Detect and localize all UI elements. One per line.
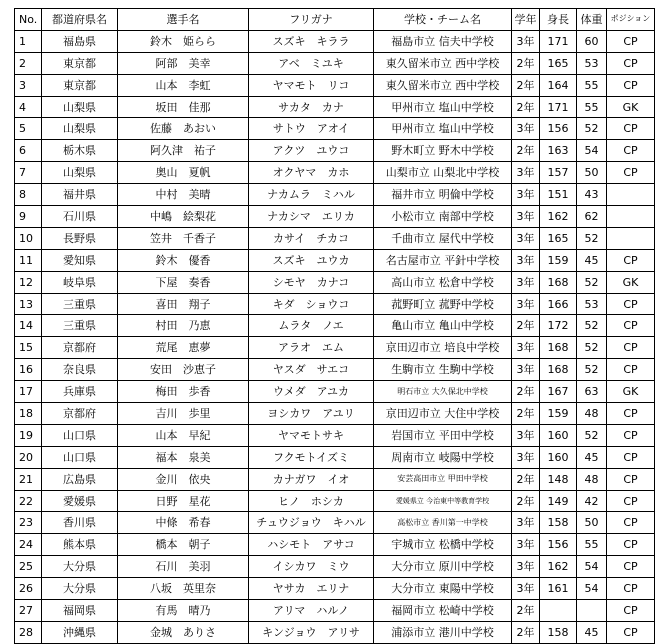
prefecture-cell: 栃木県 bbox=[42, 140, 118, 162]
school-cell: 甲州市立 塩山中学校 bbox=[374, 118, 512, 140]
table-row bbox=[15, 556, 655, 578]
position-cell: CP bbox=[607, 468, 655, 490]
prefecture-cell: 山梨県 bbox=[42, 162, 118, 184]
school-cell: 大分市立 東陽中学校 bbox=[374, 578, 512, 600]
weight-cell: 45 bbox=[577, 621, 607, 643]
table-row bbox=[15, 600, 655, 622]
no-cell: 27 bbox=[15, 600, 42, 622]
weight-cell: 53 bbox=[577, 52, 607, 74]
grade-cell: 3年 bbox=[512, 424, 540, 446]
height-cell: 156 bbox=[540, 118, 577, 140]
school-cell: 高松市立 香川第一中学校 bbox=[374, 512, 512, 534]
height-cell: 157 bbox=[540, 162, 577, 184]
furigana-cell: キンジョウ アリサ bbox=[249, 621, 374, 643]
player-name-cell: 山本 早紀 bbox=[118, 424, 249, 446]
position-cell: CP bbox=[607, 490, 655, 512]
position-cell: CP bbox=[607, 403, 655, 425]
position-cell: CP bbox=[607, 446, 655, 468]
table-row bbox=[15, 227, 655, 249]
height-cell: 168 bbox=[540, 359, 577, 381]
furigana-cell: ヤサカ エリナ bbox=[249, 578, 374, 600]
no-cell: 25 bbox=[15, 556, 42, 578]
furigana-cell: ハシモト アサコ bbox=[249, 534, 374, 556]
table-row bbox=[15, 621, 655, 643]
school-cell: 東久留米市立 西中学校 bbox=[374, 74, 512, 96]
no-cell: 10 bbox=[15, 227, 42, 249]
weight-cell: 43 bbox=[577, 184, 607, 206]
height-cell: 165 bbox=[540, 52, 577, 74]
school-cell: 甲州市立 塩山中学校 bbox=[374, 96, 512, 118]
height-cell: 160 bbox=[540, 424, 577, 446]
position-cell: CP bbox=[607, 337, 655, 359]
position-cell bbox=[607, 227, 655, 249]
weight-cell: 52 bbox=[577, 118, 607, 140]
school-cell: 亀山市立 亀山中学校 bbox=[374, 315, 512, 337]
position-cell: CP bbox=[607, 52, 655, 74]
furigana-cell: アラオ エム bbox=[249, 337, 374, 359]
player-name-cell: 福本 泉美 bbox=[118, 446, 249, 468]
weight-cell: 48 bbox=[577, 403, 607, 425]
weight-cell: 48 bbox=[577, 468, 607, 490]
no-cell: 24 bbox=[15, 534, 42, 556]
grade-cell: 3年 bbox=[512, 512, 540, 534]
weight-cell: 50 bbox=[577, 162, 607, 184]
no-cell: 8 bbox=[15, 184, 42, 206]
school-cell: 岩国市立 平田中学校 bbox=[374, 424, 512, 446]
height-cell: 158 bbox=[540, 621, 577, 643]
school-cell: 東久留米市立 西中学校 bbox=[374, 52, 512, 74]
school-cell: 京田辺市立 培良中学校 bbox=[374, 337, 512, 359]
position-cell bbox=[607, 206, 655, 228]
player-name-cell: 吉川 歩里 bbox=[118, 403, 249, 425]
player-name-cell: 笠井 千香子 bbox=[118, 227, 249, 249]
prefecture-cell: 石川県 bbox=[42, 206, 118, 228]
header-weight: 体重 bbox=[577, 9, 607, 31]
player-name-cell: 橋本 朝子 bbox=[118, 534, 249, 556]
table-row bbox=[15, 403, 655, 425]
header-furigana: フリガナ bbox=[249, 9, 374, 31]
furigana-cell: ヤマモト リコ bbox=[249, 74, 374, 96]
height-cell: 168 bbox=[540, 337, 577, 359]
weight-cell bbox=[577, 600, 607, 622]
position-cell: CP bbox=[607, 424, 655, 446]
height-cell: 161 bbox=[540, 578, 577, 600]
weight-cell: 54 bbox=[577, 578, 607, 600]
weight-cell: 52 bbox=[577, 359, 607, 381]
prefecture-cell: 大分県 bbox=[42, 578, 118, 600]
school-cell: 明石市立 大久保北中学校 bbox=[374, 381, 512, 403]
table-row bbox=[15, 96, 655, 118]
school-cell: 愛媛県立 今治東中等教育学校 bbox=[374, 490, 512, 512]
weight-cell: 52 bbox=[577, 315, 607, 337]
table-row bbox=[15, 424, 655, 446]
prefecture-cell: 東京都 bbox=[42, 74, 118, 96]
position-cell: CP bbox=[607, 293, 655, 315]
table-row bbox=[15, 490, 655, 512]
height-cell: 166 bbox=[540, 293, 577, 315]
height-cell: 156 bbox=[540, 534, 577, 556]
school-cell: 小松市立 南部中学校 bbox=[374, 206, 512, 228]
prefecture-cell: 長野県 bbox=[42, 227, 118, 249]
weight-cell: 53 bbox=[577, 293, 607, 315]
grade-cell: 3年 bbox=[512, 227, 540, 249]
furigana-cell: サカタ カナ bbox=[249, 96, 374, 118]
grade-cell: 3年 bbox=[512, 118, 540, 140]
school-cell: 生駒市立 生駒中学校 bbox=[374, 359, 512, 381]
player-name-cell: 荒尾 恵夢 bbox=[118, 337, 249, 359]
prefecture-cell: 香川県 bbox=[42, 512, 118, 534]
weight-cell: 62 bbox=[577, 206, 607, 228]
school-cell: 周南市立 岐陽中学校 bbox=[374, 446, 512, 468]
furigana-cell: サトウ アオイ bbox=[249, 118, 374, 140]
grade-cell: 3年 bbox=[512, 446, 540, 468]
prefecture-cell: 福井県 bbox=[42, 184, 118, 206]
no-cell: 7 bbox=[15, 162, 42, 184]
weight-cell: 52 bbox=[577, 337, 607, 359]
school-cell: 千曲市立 屋代中学校 bbox=[374, 227, 512, 249]
header-position: ポジション bbox=[607, 9, 655, 31]
position-cell: CP bbox=[607, 249, 655, 271]
height-cell: 168 bbox=[540, 271, 577, 293]
no-cell: 20 bbox=[15, 446, 42, 468]
weight-cell: 55 bbox=[577, 534, 607, 556]
position-cell: CP bbox=[607, 315, 655, 337]
prefecture-cell: 広島県 bbox=[42, 468, 118, 490]
height-cell: 151 bbox=[540, 184, 577, 206]
player-name-cell: 八坂 英里奈 bbox=[118, 578, 249, 600]
no-cell: 16 bbox=[15, 359, 42, 381]
furigana-cell: ナカシマ エリカ bbox=[249, 206, 374, 228]
table-row bbox=[15, 578, 655, 600]
no-cell: 3 bbox=[15, 74, 42, 96]
prefecture-cell: 熊本県 bbox=[42, 534, 118, 556]
grade-cell: 3年 bbox=[512, 337, 540, 359]
player-name-cell: 阿部 美幸 bbox=[118, 52, 249, 74]
grade-cell: 2年 bbox=[512, 403, 540, 425]
weight-cell: 42 bbox=[577, 490, 607, 512]
height-cell bbox=[540, 600, 577, 622]
grade-cell: 2年 bbox=[512, 140, 540, 162]
grade-cell: 3年 bbox=[512, 206, 540, 228]
player-name-cell: 金川 依央 bbox=[118, 468, 249, 490]
no-cell: 23 bbox=[15, 512, 42, 534]
furigana-cell: カナガワ イオ bbox=[249, 468, 374, 490]
prefecture-cell: 兵庫県 bbox=[42, 381, 118, 403]
table-row bbox=[15, 534, 655, 556]
height-cell: 160 bbox=[540, 446, 577, 468]
table-row bbox=[15, 118, 655, 140]
furigana-cell: ヤマモトサキ bbox=[249, 424, 374, 446]
furigana-cell: チュウジョウ キハル bbox=[249, 512, 374, 534]
player-name-cell: 安田 沙恵子 bbox=[118, 359, 249, 381]
no-cell: 12 bbox=[15, 271, 42, 293]
player-name-cell: 有馬 晴乃 bbox=[118, 600, 249, 622]
prefecture-cell: 三重県 bbox=[42, 315, 118, 337]
table-row bbox=[15, 446, 655, 468]
player-name-cell: 梅田 歩香 bbox=[118, 381, 249, 403]
height-cell: 162 bbox=[540, 206, 577, 228]
no-cell: 5 bbox=[15, 118, 42, 140]
player-name-cell: 石川 美羽 bbox=[118, 556, 249, 578]
height-cell: 149 bbox=[540, 490, 577, 512]
furigana-cell: イシカワ ミウ bbox=[249, 556, 374, 578]
grade-cell: 2年 bbox=[512, 315, 540, 337]
grade-cell: 2年 bbox=[512, 74, 540, 96]
furigana-cell: ヤスダ サエコ bbox=[249, 359, 374, 381]
school-cell: 福岡市立 松崎中学校 bbox=[374, 600, 512, 622]
player-name-cell: 山本 李虹 bbox=[118, 74, 249, 96]
position-cell: GK bbox=[607, 271, 655, 293]
prefecture-cell: 福岡県 bbox=[42, 600, 118, 622]
header-prefecture: 都道府県名 bbox=[42, 9, 118, 31]
grade-cell: 3年 bbox=[512, 578, 540, 600]
school-cell: 福島市立 信夫中学校 bbox=[374, 30, 512, 52]
player-name-cell: 佐藤 あおい bbox=[118, 118, 249, 140]
weight-cell: 52 bbox=[577, 271, 607, 293]
prefecture-cell: 愛知県 bbox=[42, 249, 118, 271]
prefecture-cell: 山口県 bbox=[42, 446, 118, 468]
furigana-cell: ナカムラ ミハル bbox=[249, 184, 374, 206]
weight-cell: 54 bbox=[577, 140, 607, 162]
grade-cell: 2年 bbox=[512, 600, 540, 622]
grade-cell: 2年 bbox=[512, 381, 540, 403]
no-cell: 4 bbox=[15, 96, 42, 118]
prefecture-cell: 京都府 bbox=[42, 403, 118, 425]
furigana-cell: ムラタ ノエ bbox=[249, 315, 374, 337]
grade-cell: 3年 bbox=[512, 359, 540, 381]
school-cell: 宇城市立 松橋中学校 bbox=[374, 534, 512, 556]
position-cell: CP bbox=[607, 118, 655, 140]
table-row bbox=[15, 74, 655, 96]
no-cell: 1 bbox=[15, 30, 42, 52]
table-row bbox=[15, 315, 655, 337]
prefecture-cell: 奈良県 bbox=[42, 359, 118, 381]
header-height: 身長 bbox=[540, 9, 577, 31]
prefecture-cell: 大分県 bbox=[42, 556, 118, 578]
furigana-cell: アベ ミユキ bbox=[249, 52, 374, 74]
height-cell: 162 bbox=[540, 556, 577, 578]
roster-table bbox=[14, 8, 655, 644]
height-cell: 172 bbox=[540, 315, 577, 337]
player-name-cell: 奥山 夏帆 bbox=[118, 162, 249, 184]
height-cell: 159 bbox=[540, 249, 577, 271]
furigana-cell: シモヤ カナコ bbox=[249, 271, 374, 293]
school-cell: 安芸高田市立 甲田中学校 bbox=[374, 468, 512, 490]
grade-cell: 3年 bbox=[512, 534, 540, 556]
grade-cell: 3年 bbox=[512, 30, 540, 52]
table-row bbox=[15, 359, 655, 381]
prefecture-cell: 京都府 bbox=[42, 337, 118, 359]
position-cell: GK bbox=[607, 96, 655, 118]
weight-cell: 52 bbox=[577, 227, 607, 249]
table-row bbox=[15, 271, 655, 293]
prefecture-cell: 沖縄県 bbox=[42, 621, 118, 643]
player-name-cell: 中嶋 絵梨花 bbox=[118, 206, 249, 228]
player-name-cell: 村田 乃恵 bbox=[118, 315, 249, 337]
no-cell: 9 bbox=[15, 206, 42, 228]
table-row bbox=[15, 337, 655, 359]
table-row bbox=[15, 184, 655, 206]
table-row bbox=[15, 249, 655, 271]
prefecture-cell: 東京都 bbox=[42, 52, 118, 74]
grade-cell: 2年 bbox=[512, 468, 540, 490]
furigana-cell: キダ ショウコ bbox=[249, 293, 374, 315]
no-cell: 13 bbox=[15, 293, 42, 315]
no-cell: 22 bbox=[15, 490, 42, 512]
school-cell: 高山市立 松倉中学校 bbox=[374, 271, 512, 293]
no-cell: 2 bbox=[15, 52, 42, 74]
furigana-cell: カサイ チカコ bbox=[249, 227, 374, 249]
table-row bbox=[15, 381, 655, 403]
school-cell: 浦添市立 港川中学校 bbox=[374, 621, 512, 643]
no-cell: 17 bbox=[15, 381, 42, 403]
player-name-cell: 鈴木 姫らら bbox=[118, 30, 249, 52]
furigana-cell: ウメダ アユカ bbox=[249, 381, 374, 403]
table-row bbox=[15, 52, 655, 74]
prefecture-cell: 三重県 bbox=[42, 293, 118, 315]
table-row bbox=[15, 468, 655, 490]
no-cell: 18 bbox=[15, 403, 42, 425]
table-row bbox=[15, 293, 655, 315]
prefecture-cell: 山梨県 bbox=[42, 118, 118, 140]
furigana-cell: ヒノ ホシカ bbox=[249, 490, 374, 512]
position-cell: CP bbox=[607, 578, 655, 600]
furigana-cell: スズキ キララ bbox=[249, 30, 374, 52]
no-cell: 28 bbox=[15, 621, 42, 643]
position-cell: CP bbox=[607, 600, 655, 622]
grade-cell: 3年 bbox=[512, 271, 540, 293]
weight-cell: 45 bbox=[577, 249, 607, 271]
position-cell: CP bbox=[607, 74, 655, 96]
weight-cell: 52 bbox=[577, 424, 607, 446]
position-cell: CP bbox=[607, 162, 655, 184]
height-cell: 148 bbox=[540, 468, 577, 490]
prefecture-cell: 山口県 bbox=[42, 424, 118, 446]
weight-cell: 50 bbox=[577, 512, 607, 534]
school-cell: 名古屋市立 平針中学校 bbox=[374, 249, 512, 271]
player-name-cell: 日野 星花 bbox=[118, 490, 249, 512]
weight-cell: 45 bbox=[577, 446, 607, 468]
player-name-cell: 下屋 奏香 bbox=[118, 271, 249, 293]
furigana-cell: アクツ ユウコ bbox=[249, 140, 374, 162]
grade-cell: 2年 bbox=[512, 621, 540, 643]
position-cell: CP bbox=[607, 140, 655, 162]
player-name-cell: 中村 美晴 bbox=[118, 184, 249, 206]
school-cell: 野木町立 野木中学校 bbox=[374, 140, 512, 162]
height-cell: 164 bbox=[540, 74, 577, 96]
grade-cell: 3年 bbox=[512, 249, 540, 271]
prefecture-cell: 愛媛県 bbox=[42, 490, 118, 512]
grade-cell: 2年 bbox=[512, 96, 540, 118]
position-cell: CP bbox=[607, 556, 655, 578]
grade-cell: 2年 bbox=[512, 490, 540, 512]
table-row bbox=[15, 140, 655, 162]
grade-cell: 3年 bbox=[512, 293, 540, 315]
position-cell: CP bbox=[607, 30, 655, 52]
weight-cell: 60 bbox=[577, 30, 607, 52]
height-cell: 159 bbox=[540, 403, 577, 425]
player-name-cell: 坂田 佳那 bbox=[118, 96, 249, 118]
grade-cell: 3年 bbox=[512, 162, 540, 184]
school-cell: 菰野町立 菰野中学校 bbox=[374, 293, 512, 315]
position-cell: GK bbox=[607, 381, 655, 403]
position-cell: CP bbox=[607, 534, 655, 556]
player-name-cell: 喜田 翔子 bbox=[118, 293, 249, 315]
no-cell: 21 bbox=[15, 468, 42, 490]
school-cell: 福井市立 明倫中学校 bbox=[374, 184, 512, 206]
height-cell: 167 bbox=[540, 381, 577, 403]
height-cell: 171 bbox=[540, 96, 577, 118]
school-cell: 大分市立 原川中学校 bbox=[374, 556, 512, 578]
position-cell bbox=[607, 184, 655, 206]
weight-cell: 55 bbox=[577, 74, 607, 96]
header-school: 学校・チーム名 bbox=[374, 9, 512, 31]
grade-cell: 2年 bbox=[512, 52, 540, 74]
player-name-cell: 阿久津 祐子 bbox=[118, 140, 249, 162]
school-cell: 京田辺市立 大住中学校 bbox=[374, 403, 512, 425]
weight-cell: 63 bbox=[577, 381, 607, 403]
roster-container bbox=[14, 8, 655, 644]
weight-cell: 54 bbox=[577, 556, 607, 578]
no-cell: 15 bbox=[15, 337, 42, 359]
prefecture-cell: 山梨県 bbox=[42, 96, 118, 118]
prefecture-cell: 岐阜県 bbox=[42, 271, 118, 293]
height-cell: 163 bbox=[540, 140, 577, 162]
grade-cell: 3年 bbox=[512, 184, 540, 206]
no-cell: 19 bbox=[15, 424, 42, 446]
position-cell: CP bbox=[607, 359, 655, 381]
furigana-cell: フクモトイズミ bbox=[249, 446, 374, 468]
grade-cell: 3年 bbox=[512, 556, 540, 578]
header-grade: 学年 bbox=[512, 9, 540, 31]
furigana-cell: ヨシカワ アユリ bbox=[249, 403, 374, 425]
furigana-cell: スズキ ユウカ bbox=[249, 249, 374, 271]
position-cell: CP bbox=[607, 512, 655, 534]
table-row bbox=[15, 162, 655, 184]
position-cell: CP bbox=[607, 621, 655, 643]
prefecture-cell: 福島県 bbox=[42, 30, 118, 52]
roster-body bbox=[15, 30, 655, 643]
table-row bbox=[15, 30, 655, 52]
table-row bbox=[15, 512, 655, 534]
no-cell: 6 bbox=[15, 140, 42, 162]
no-cell: 26 bbox=[15, 578, 42, 600]
header-row bbox=[15, 9, 655, 31]
height-cell: 158 bbox=[540, 512, 577, 534]
no-cell: 14 bbox=[15, 315, 42, 337]
player-name-cell: 中條 希春 bbox=[118, 512, 249, 534]
header-no: No. bbox=[15, 9, 42, 31]
header-player-name: 選手名 bbox=[118, 9, 249, 31]
table-row bbox=[15, 206, 655, 228]
furigana-cell: オクヤマ カホ bbox=[249, 162, 374, 184]
furigana-cell: アリマ ハルノ bbox=[249, 600, 374, 622]
height-cell: 171 bbox=[540, 30, 577, 52]
weight-cell: 55 bbox=[577, 96, 607, 118]
player-name-cell: 金城 ありさ bbox=[118, 621, 249, 643]
no-cell: 11 bbox=[15, 249, 42, 271]
school-cell: 山梨市立 山梨北中学校 bbox=[374, 162, 512, 184]
height-cell: 165 bbox=[540, 227, 577, 249]
player-name-cell: 鈴木 優香 bbox=[118, 249, 249, 271]
